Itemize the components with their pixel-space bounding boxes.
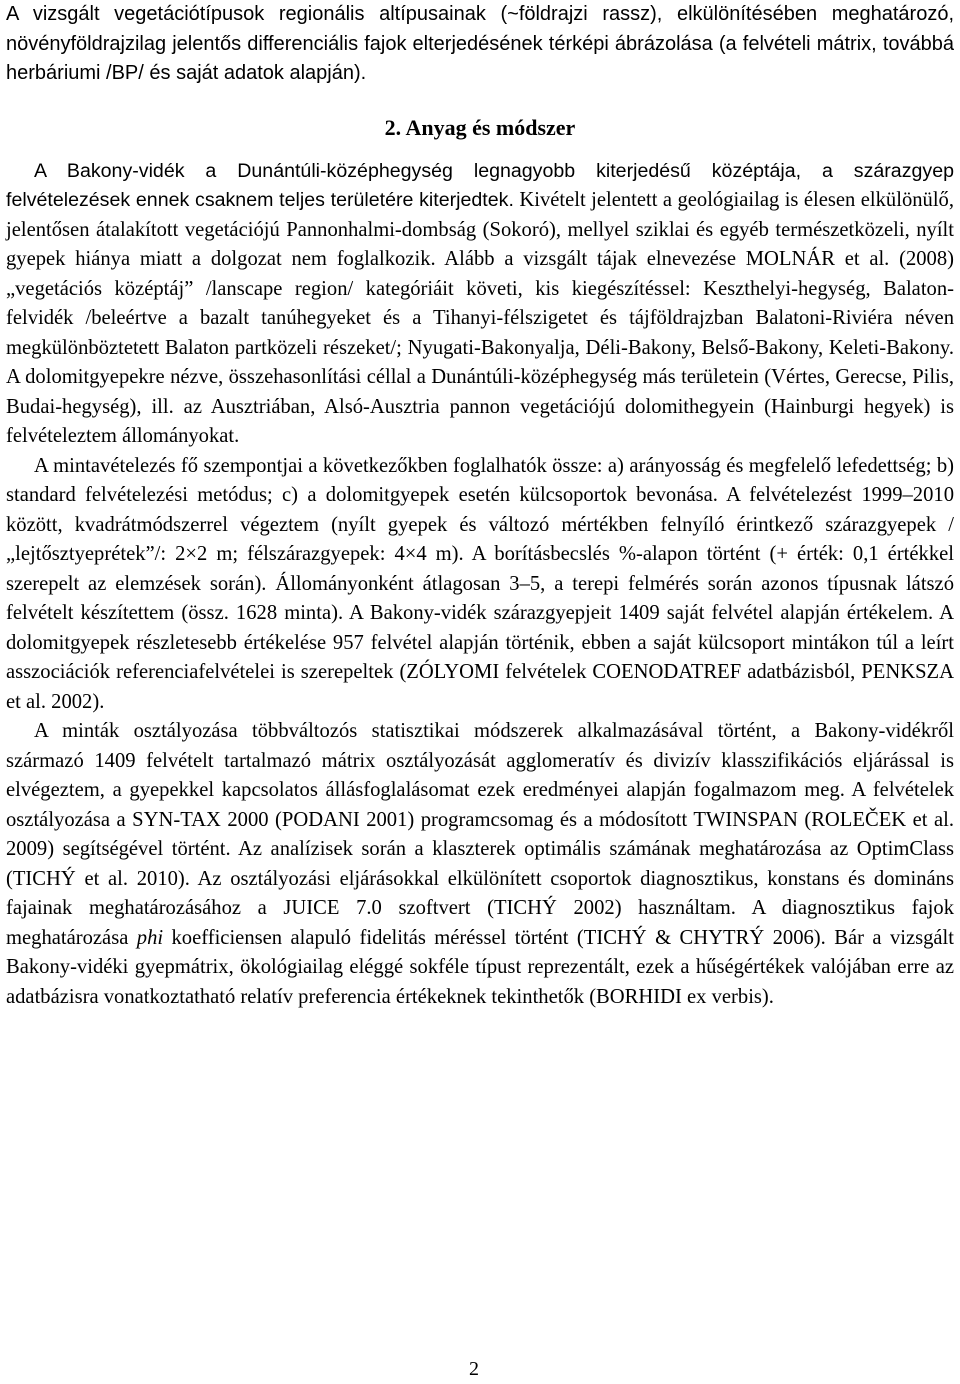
paragraph-study-area (6, 157, 954, 452)
document-page (6, 0, 954, 1384)
page-number: 2 (469, 1358, 479, 1380)
intro-paragraph: A vizsgált vegetációtípusok regionális altípusainak (~földrajzi rassz), elkülönítésében meghatározó, növényföldrajzilag jelentős differenciális fajok elterjedésének térképi ábrázolása (a felvételi mátrix, továbbá herbáriumi /BP/ és saját adatok alapján). (6, 3, 954, 84)
phi-term: phi (136, 926, 164, 949)
paragraph-classification-part-2: koefficiensen alapuló fidelitás méréssel történt (TICHÝ & CHYTRÝ 2006). Bár a vizsgált Bakony-vidéki gyepmátrix, ökológiailag eléggé sokféle típust reprezentált, ezek a hűségértékek valójában erre az adatbázisra vonatkoztatható relatív preferencia értékeknek tekinthetők (BORHIDI ex verbis). (6, 926, 954, 1008)
paragraph-study-area-body: Kivételt jelentett a geológiailag is élesen elkülönülő, jelentősen átalakított vegetációjú Pannonhalmi-dombság (Sokoró), mellyel sziklai és egyéb természetközeli, nyílt gyepek hiánya miatt a dolgozat nem foglalkozik. Alább a vizsgált tájak elnevezése MOLNÁR et al. (2008) „vegetációs középtáj” /lanscape region/ kategóriáit követi, kis kiegészítéssel: Keszthelyi-hegység, Balaton-felvidék /beleértve a bazalt tanúhegyeket és a Tihanyi-félszigetet és tájföldrajzban Balatoni-Riviéra néven megkülönböztetett Balaton partközeli részeket/; Nyugati-Bakonyalja, Déli-Bakony, Belső-Bakony, Keleti-Bakony. A dolomitgyepekre nézve, összehasonlítási céllal a Dunántúli-középhegység más területein (Vértes, Gerecse, Pilis, Budai-hegység), ill. az Ausztriában, Alsó-Ausztria pannon vegetációjú dolomithegyein (Hainburgi hegyek) is felvételeztem állományokat. (6, 189, 954, 447)
paragraph-study-area-intro: A Bakony-vidék a Dunántúli-középhegység legnagyobb kiterjedésű középtája, a szárazgyep felvételezések ennek csaknem teljes területére kiterjedtek. (6, 159, 954, 211)
paragraph-sampling: A mintavételezés fő szempontjai a következőkben foglalhatók össze: a) arányosság és megfelelő lefedettség; b) standard felvételezési metódus; c) a dolomitgyepek esetén külcsoportok bevonása. A felvételezést 1999–2010 között, kvadrátmódszerrel végeztem (nyílt gyepek és változó mértékben felnyíló érintkező szárazgyepek /„lejtősztyeprétek”/: 2×2 m; félszárazgyepek: 4×4 m). A borításbecslés %-alapon történt (+ érték: 0,1 értékkel szerepelt az elemzések során). Állományonként átlagosan 3–5, a terepi felmérés során azonos típusnak látszó felvételt készítettem (össz. 1628 minta). A Bakony-vidék szárazgyepjeit 1409 saját felvétel alapján értékelem. A dolomitgyepek részletesebb értékelése 957 felvétel alapján történik, ebben a saját külcsoport mintákon túl a leírt asszociációk referenciafelvételei is szerepeltek (ZÓLYOMI felvételek COENODATREF adatbázisból, PENKSZA et al. 2002). (6, 454, 954, 713)
section-heading: 2. Anyag és módszer (384, 114, 576, 140)
paragraph-classification (6, 717, 954, 1012)
paragraph-classification-part-1: A minták osztályozása többváltozós statisztikai módszerek alkalmazásával történt, a Bakony-vidékről származó 1409 felvételt tartalmazó mátrix osztályozását agglomeratív és divizív klasszifikációs eljárással is elvégeztem, a gyepekkel kapcsolatos állásfoglalásomat ezek eredményei alapján fogalmazom meg. A felvételek osztályozása a SYN-TAX 2000 (PODANI 2001) programcsomag és a módosított TWINSPAN (ROLEČEK et al. 2009) segítségével történt. Az analízisek során a klaszterek optimális számának meghatározása az OptimClass (TICHÝ et al. 2010). Az osztályozási eljárásokkal elkülönített csoportok diagnosztikus, konstans és domináns fajainak meghatározásához a JUICE 7.0 szoftvert (TICHÝ 2002) használtam. A diagnosztikus fajok meghatározása (6, 720, 954, 949)
